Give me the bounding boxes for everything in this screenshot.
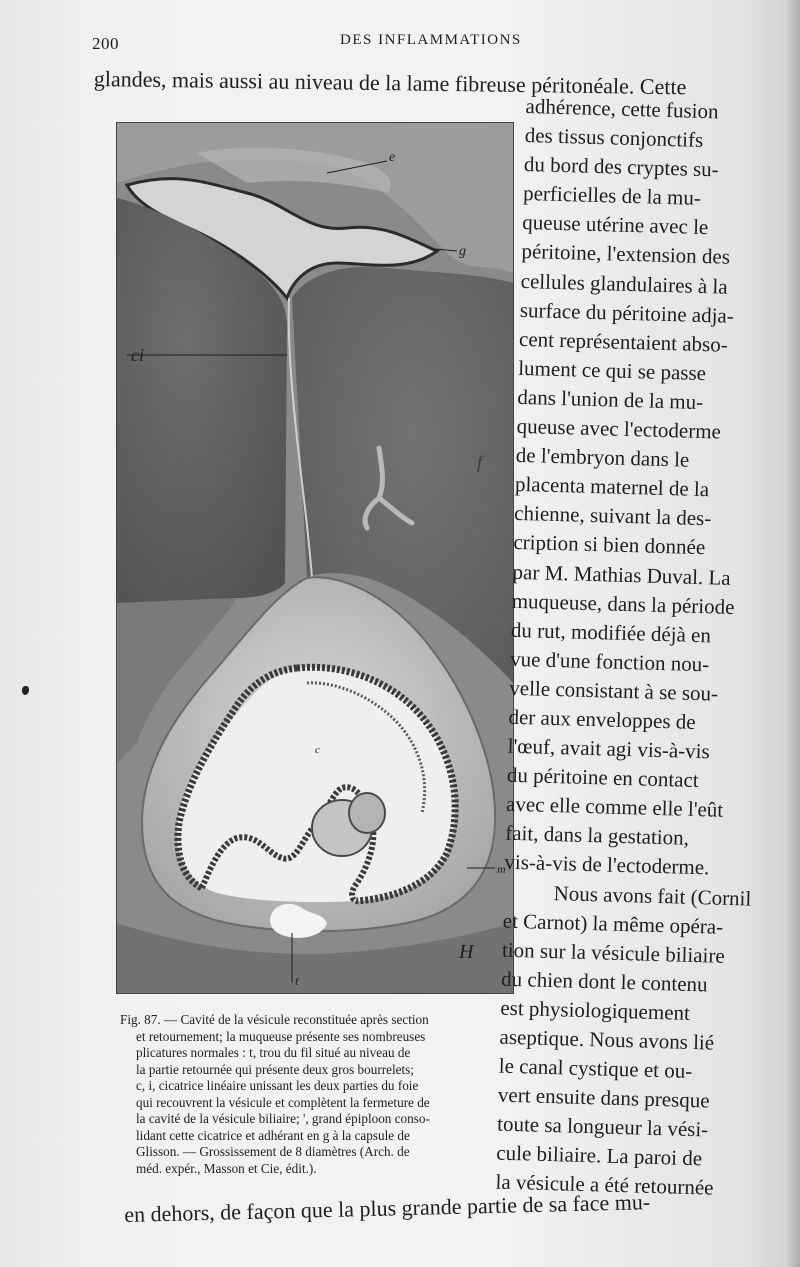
text-line: cription si bien donnée [513,530,706,560]
figure-label-g: g [459,244,466,259]
figure-plate [116,122,514,994]
text-line: adhérence, cette fusion [525,93,719,124]
text-line: péritoine, l'extension des [521,239,731,270]
text-line: queuse avec l'ectoderme [516,413,722,444]
text-line: vert ensuite dans presque [497,1082,710,1113]
body-first-line: glandes, mais aussi au niveau de la lame fibreuse péritonéale. Cette [93,66,687,100]
figure-label-m: m [497,862,506,876]
figure-label-ci: ci [131,345,144,365]
text-line: aseptique. Nous avons lié [499,1024,715,1055]
text-line: des tissus conjonctifs [524,123,704,153]
text-line: perficielles de la mu- [522,181,702,211]
text-line: du péritoine en contact [506,762,700,793]
text-line: placenta maternel de la [514,472,710,502]
text-line: Nous avons fait (Cornil [553,880,752,911]
caption-line: Glisson. — Grossissement de 8 diamètres (Arch. de [136,1144,410,1159]
text-line: du rut, modifiée déjà en [510,617,712,648]
text-line: cellules glandulaires à la [520,268,728,299]
caption-line: la partie retournée qui présente deux gros bourrelets; [136,1061,414,1077]
text-line: et Carnot) la même opéra- [502,908,724,939]
histology-illustration [117,123,513,993]
body-last-line: en dehors, de façon que la plus grande partie de sa face mu- [124,1189,651,1227]
text-line: surface du péritoine adja- [519,297,735,328]
text-line: vue d'une fonction nou- [509,646,710,677]
text-line: est physiologiquement [500,995,691,1025]
text-line: tion sur la vésicule biliaire [501,937,726,968]
caption-line: c, i, cicatrice linéaire unissant les deux parties du foie [136,1078,419,1093]
text-line: chienne, suivant la des- [513,501,712,531]
text-line: du bord des cryptes su- [523,152,720,182]
text-line: par M. Mathias Duval. La [512,559,731,590]
figure-label-e: e [389,150,396,165]
text-line: lument ce qui se passe [517,355,707,385]
text-line: velle consistant à se sou- [509,675,719,706]
text-line: le canal cystique et ou- [498,1053,693,1084]
caption-line: Fig. 87. — Cavité de la vésicule reconstituée après section [120,1012,429,1027]
ink-speck [22,686,29,695]
text-line: der aux enveloppes de [508,704,696,734]
text-line: la vésicule a été retournée [495,1170,714,1201]
text-line: de l'embryon dans le [515,442,690,472]
text-line: du chien dont le contenu [500,966,708,997]
figure-label-f: f [477,452,483,472]
text-line: queuse utérine avec le [522,210,709,240]
caption-line: et retournement; la muqueuse présente ses nombreuses [136,1028,426,1044]
text-line: avec elle comme elle l'eût [505,791,724,823]
caption-line: lidant cette cicatrice et adhérant en g à la capsule de [136,1127,410,1143]
running-head: DES INFLAMMATIONS [340,32,522,48]
caption-line: méd. expér., Masson et Cie, édit.). [136,1160,317,1176]
text-line: dans l'union de la mu- [517,384,704,415]
caption-line: la cavité de la vésicule biliaire; ', grand épiploon conso- [136,1111,430,1126]
text-line: toute sa longueur la vési- [496,1111,709,1142]
caption-line: plicatures normales : t, trou du fil situé au niveau de [136,1045,411,1060]
text-line: cule biliaire. La paroi de [496,1140,703,1171]
figure-label-c: c [315,744,320,756]
figure-label-t: t [295,973,299,988]
caption-line: qui recouvrent la vésicule et complètent la fermeture de [136,1094,430,1110]
artist-signature: H [459,941,474,963]
page-number: 200 [92,34,119,53]
text-line: cent représentaient abso- [518,326,729,357]
text-line: muqueuse, dans la période [511,588,735,619]
text-line: vis-à-vis de l'ectoderme. [504,850,710,880]
page-gutter-shadow [786,0,800,1267]
text-line: fait, dans la gestation, [504,821,690,851]
figure-caption [120,1012,530,1177]
text-line: l'œuf, avait agi vis-à-vis [507,733,711,764]
text-column [495,92,766,1204]
